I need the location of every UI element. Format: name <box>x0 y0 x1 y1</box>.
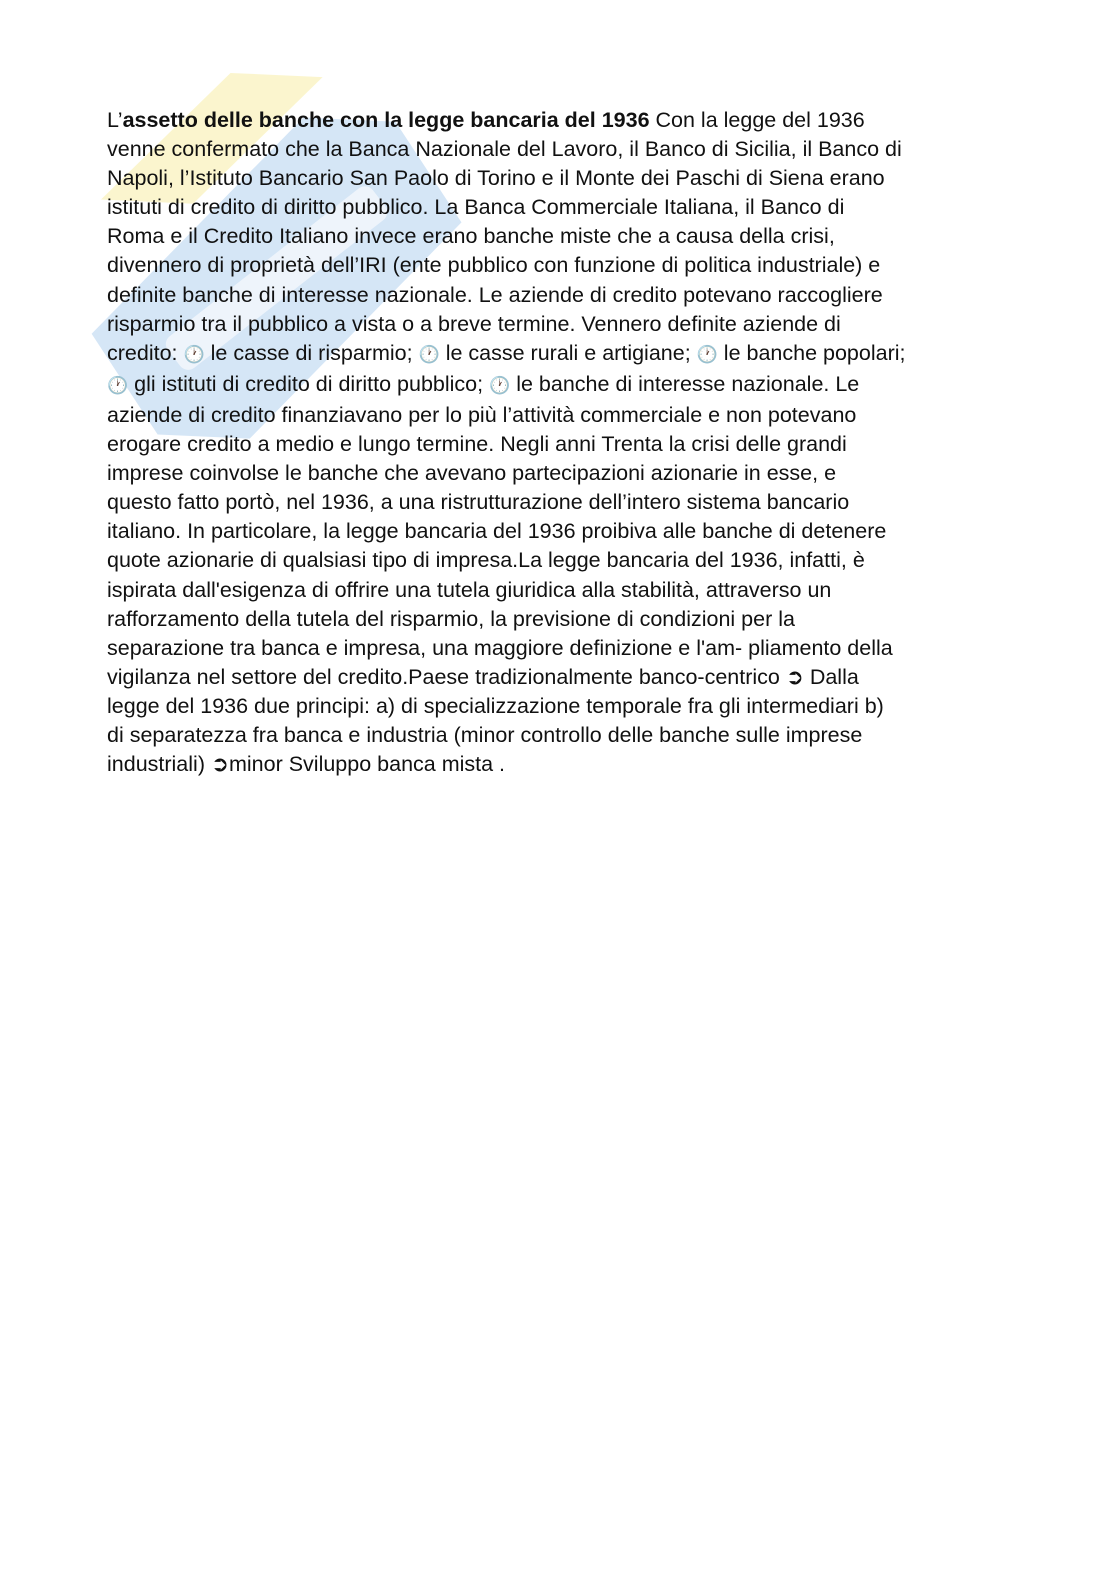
text-span: quote azionarie di qualsiasi tipo di impresa.La legge bancaria del 1936, infatti, è <box>107 548 865 573</box>
text-span: erogare credito a medio e lungo termine. Negli anni Trenta la crisi delle grandi <box>107 432 847 457</box>
clock-icon: 🕐 <box>696 344 718 365</box>
text-line <box>107 750 1007 779</box>
text-span: industriali) <box>107 752 211 777</box>
text-span: gli istituti di credito di diritto pubblico; <box>128 371 490 396</box>
document-title: assetto delle banche con la legge bancaria del 1936 <box>122 108 650 132</box>
text-span: le banche popolari; <box>717 340 906 365</box>
title-line <box>107 106 1007 135</box>
text-span: L’ <box>107 108 123 132</box>
text-line <box>107 251 1007 280</box>
text-line <box>107 692 1007 721</box>
text-span: le banche di interesse nazionale. Le <box>510 371 860 396</box>
text-span: vigilanza nel settore del credito.Paese tradizionalmente banco-centrico <box>107 664 786 689</box>
text-line <box>107 310 1007 339</box>
text-line <box>107 546 1007 575</box>
text-span: venne confermato che la Banca Nazionale del Lavoro, il Banco di Sicilia, il Banco di <box>107 137 902 162</box>
text-line <box>107 517 1007 546</box>
clock-icon: 🕐 <box>418 344 440 365</box>
text-span: aziende di credito finanziavano per lo più l’attività commerciale e non potevano <box>107 402 857 427</box>
text-span: questo fatto portò, nel 1936, a una ristrutturazione dell’intero sistema bancario <box>107 490 850 515</box>
text-span: istituti di credito di diritto pubblico. La Banca Commerciale Italiana, il Banco di <box>107 195 845 220</box>
text-line <box>107 370 1007 401</box>
text-line <box>107 576 1007 605</box>
text-span: le casse di risparmio; <box>204 340 419 365</box>
text-span: rafforzamento della tutela del risparmio, la previsione di condizioni per la <box>107 606 795 631</box>
text-line <box>107 634 1007 663</box>
text-line <box>107 430 1007 459</box>
text-span: separazione tra banca e impresa, una maggiore definizione e l'am- pliamento della <box>107 635 893 660</box>
text-span: definite banche di interesse nazionale. Le aziende di credito potevano raccogliere <box>107 282 883 307</box>
text-span: Napoli, l’Istituto Bancario San Paolo di Torino e il Monte dei Paschi di Siena erano <box>107 166 885 191</box>
text-span: imprese coinvolse le banche che avevano partecipazioni azionarie in esse, e <box>107 461 837 486</box>
text-line <box>107 721 1007 750</box>
text-line <box>107 663 1007 692</box>
text-line <box>107 459 1007 488</box>
text-span: risparmio tra il pubblico a vista o a breve termine. Vennero definite aziende di <box>107 311 841 336</box>
right-arrow-icon: ➲ <box>785 664 804 690</box>
text-line <box>107 135 1007 164</box>
text-span: Dalla <box>803 664 859 689</box>
text-span: Con la legge del 1936 <box>649 108 865 132</box>
right-arrow-icon: ➲ <box>210 752 229 778</box>
clock-icon: 🕐 <box>107 375 129 396</box>
text-span: le casse rurali e artigiane; <box>439 340 697 365</box>
clock-icon: 🕐 <box>489 375 511 396</box>
text-span: credito: <box>107 340 184 365</box>
text-line <box>107 605 1007 634</box>
text-span: ispirata dall'esigenza di offrire una tutela giuridica alla stabilità, attraverso un <box>107 577 832 602</box>
text-line <box>107 401 1007 430</box>
text-line <box>107 193 1007 222</box>
text-span: Roma e il Credito Italiano invece erano banche miste che a causa della crisi, <box>107 224 835 249</box>
text-span: italiano. In particolare, la legge bancaria del 1936 proibiva alle banche di detenere <box>107 519 887 544</box>
clock-icon: 🕐 <box>183 344 205 365</box>
text-line <box>107 281 1007 310</box>
text-line <box>107 339 1007 370</box>
document-body <box>107 106 1007 779</box>
text-line <box>107 222 1007 251</box>
text-span: di separatezza fra banca e industria (minor controllo delle banche sulle imprese <box>107 722 863 747</box>
text-line <box>107 164 1007 193</box>
text-span: divennero di proprietà dell’IRI (ente pubblico con funzione di politica industriale) e <box>107 253 881 278</box>
text-span: legge del 1936 due principi: a) di specializzazione temporale fra gli intermediari b) <box>107 693 884 718</box>
text-span: minor Sviluppo banca mista . <box>228 752 506 777</box>
text-line <box>107 488 1007 517</box>
